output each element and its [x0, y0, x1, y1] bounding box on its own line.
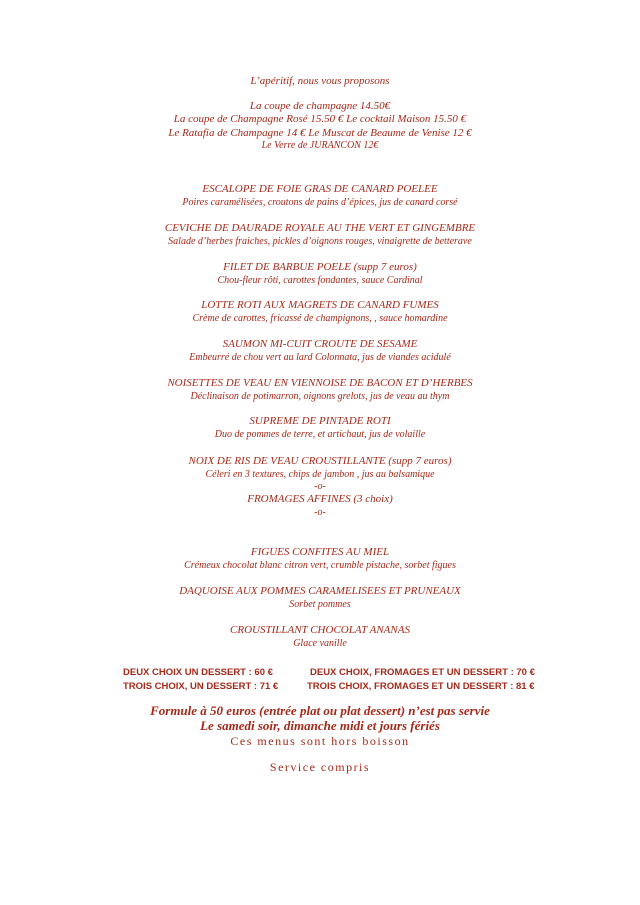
aperitif-heading: L’apéritif, nous vous proposons: [250, 75, 390, 87]
dessert-title: FIGUES CONFITES AU MIEL: [250, 546, 390, 558]
aperitif-line: La coupe de champagne 14.50€: [249, 100, 391, 112]
dish-title: CEVICHE DE DAURADE ROYALE AU THE VERT ET GINGEMBRE: [164, 222, 476, 234]
aperitif-line: Le Ratafia de Champagne 14 € Le Muscat de Beaume de Venise 12 €: [168, 127, 472, 139]
aperitif-line: Le Verre de JURANCON 12€: [261, 140, 379, 151]
dessert-description: Sorbet pommes: [289, 599, 351, 610]
dish-description: Duo de pommes de terre, et artichaut, jus de volaille: [214, 429, 426, 440]
dish-title: SUPREME DE PINTADE ROTI: [249, 415, 391, 427]
formula-note: Formule à 50 euros (entrée plat ou plat dessert) n’est pas servie: [150, 703, 490, 718]
dessert-description: Glace vanille: [293, 638, 347, 649]
dish-description: Crème de carottes, fricassé de champignons, , sauce homardine: [192, 313, 448, 324]
drinks-note: Ces menus sont hors boisson: [230, 734, 410, 748]
dish-description: Embeurré de chou vert au lard Colonnata, jus de viandes acidulé: [189, 352, 451, 363]
dish-title: LOTTE ROTI AUX MAGRETS DE CANARD FUMES: [201, 299, 439, 311]
aperitif-line: La coupe de Champagne Rosé 15.50 € Le cocktail Maison 15.50 €: [173, 113, 467, 125]
dessert-title: CROUSTILLANT CHOCOLAT ANANAS: [230, 624, 410, 636]
formula-note: Le samedi soir, dimanche midi et jours fériés: [200, 718, 440, 733]
separator: -o-: [314, 481, 326, 492]
dish-title: NOISETTES DE VEAU EN VIENNOISE DE BACON ET D’HERBES: [167, 377, 473, 389]
dish-description: Poires caramélisées, croutons de pains d’épices, jus de canard corsé: [182, 197, 458, 208]
price-option: TROIS CHOIX, FROMAGES ET UN DESSERT : 81 €: [307, 681, 535, 692]
dish-description: Salade d’herbes fraiches, pickles d’oignons rouges, vinaigrette de betterave: [168, 236, 472, 247]
separator: -o-: [314, 507, 326, 518]
dish-title: SAUMON MI-CUIT CROUTE DE SESAME: [222, 338, 418, 350]
dish-description: Céleri en 3 textures, chips de jambon , jus au balsamique: [205, 469, 435, 480]
dessert-title: DAQUOISE AUX POMMES CARAMELISEES ET PRUNEAUX: [179, 585, 461, 597]
dish-title: ESCALOPE DE FOIE GRAS DE CANARD POELEE: [202, 183, 438, 195]
dish-description: Déclinaison de potimarron, oignons grelots, jus de veau au thym: [190, 391, 450, 402]
price-option: DEUX CHOIX, FROMAGES ET UN DESSERT : 70 €: [310, 667, 535, 678]
price-option: TROIS CHOIX, UN DESSERT : 71 €: [123, 681, 279, 692]
cheese-course: FROMAGES AFFINES (3 choix): [247, 493, 393, 505]
service-note: Service compris: [269, 760, 371, 774]
dish-title: NOIX DE RIS DE VEAU CROUSTILLANTE (supp 7 euros): [188, 455, 452, 467]
price-option: DEUX CHOIX UN DESSERT : 60 €: [123, 667, 273, 678]
dish-description: Chou-fleur rôti, carottes fondantes, sauce Cardinal: [217, 275, 423, 286]
dish-title: FILET DE BARBUE POELE (supp 7 euros): [223, 261, 417, 273]
dessert-description: Crémeux chocolat blanc citron vert, crumble pistache, sorbet figues: [184, 560, 456, 571]
